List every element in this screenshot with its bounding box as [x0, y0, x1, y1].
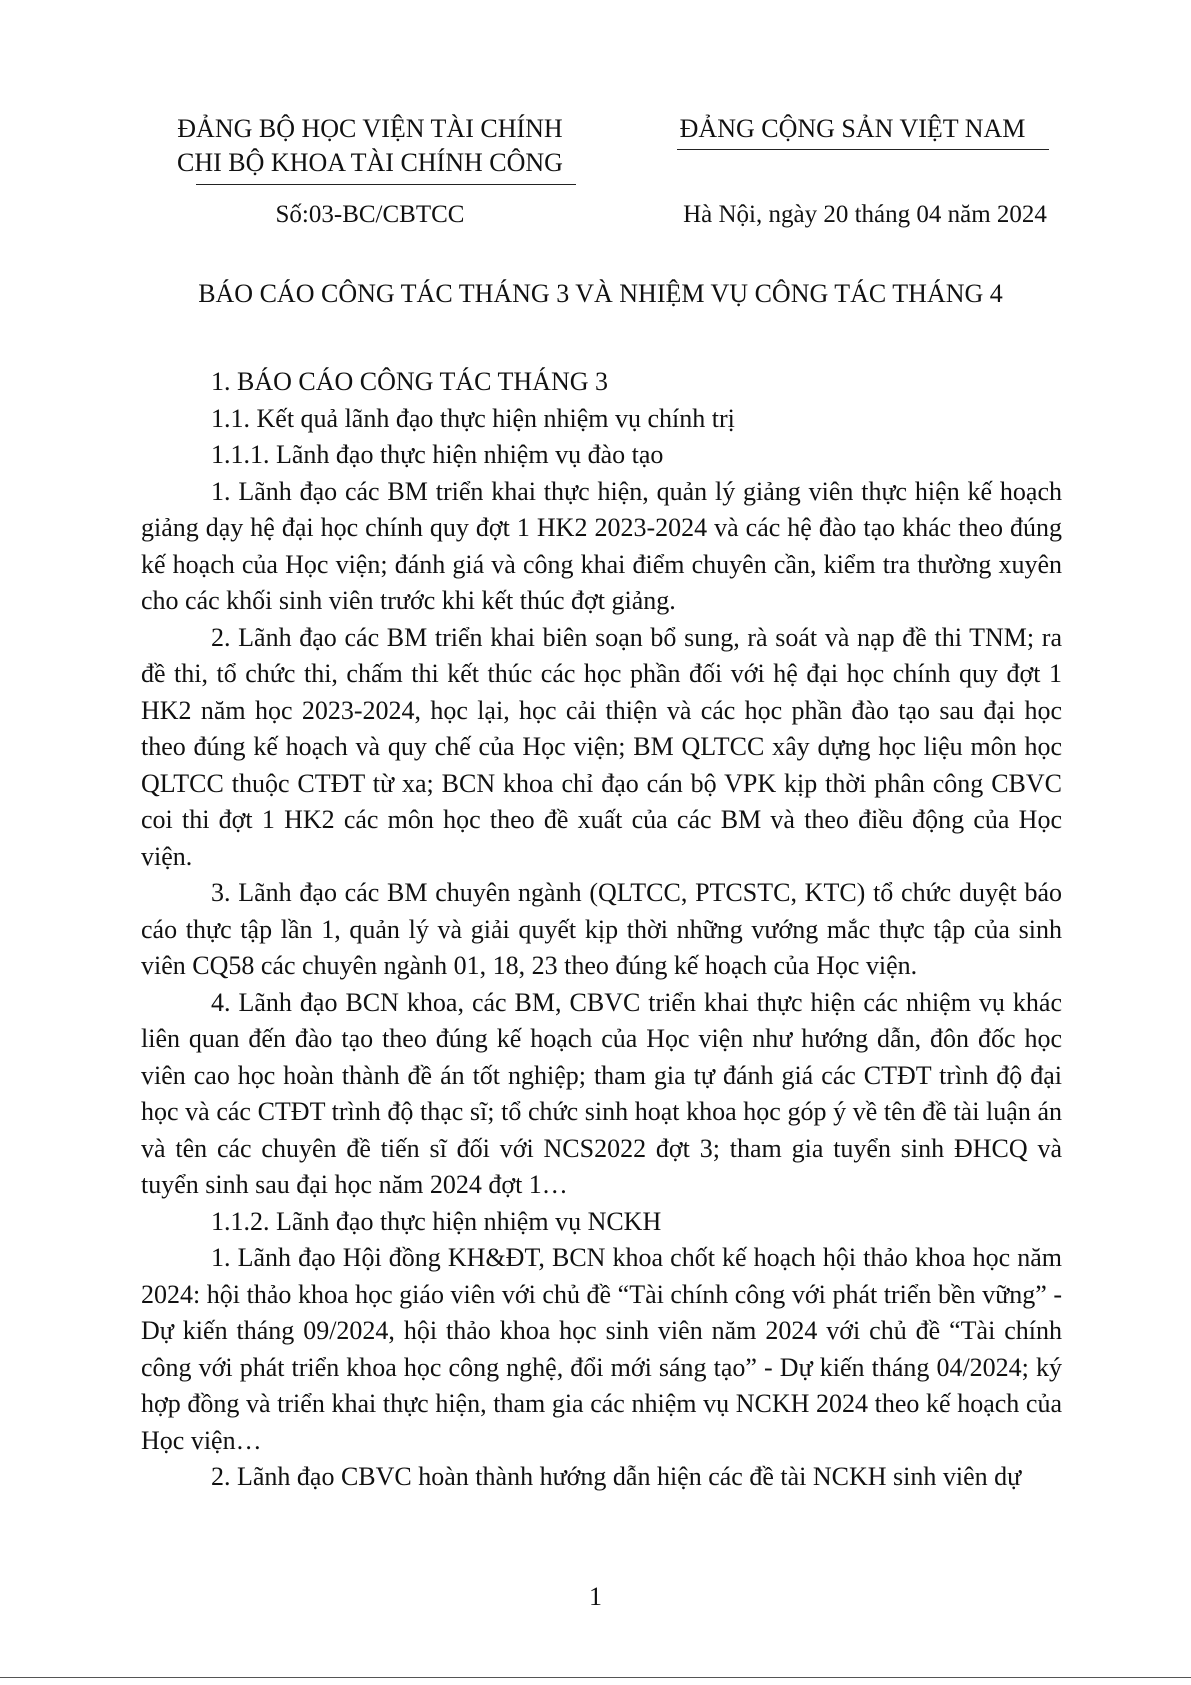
- party-name: ĐẢNG CỘNG SẢN VIỆT NAM: [679, 114, 1026, 143]
- training-paragraph-1: 1. Lãnh đạo các BM triển khai thực hiện, quản lý giảng viên thực hiện kế hoạch giảng dạy hệ đại học chính quy đợt 1 HK2 2023-2024 và các hệ đào tạo khác theo đúng kế hoạch của Học viện; đánh giá và công khai điểm chuyên cần, kiểm tra thường xuyên cho các khối sinh viên trước khi kết thúc đợt giảng.: [141, 476, 1062, 615]
- section-heading-1-1-2: 1.1.2. Lãnh đạo thực hiện nhiệm vụ NCKH: [211, 1206, 662, 1236]
- document-body: [141, 364, 1062, 1496]
- header-right-underline: [677, 149, 1049, 150]
- page-number: 1: [589, 1582, 602, 1611]
- research-paragraph-1: 1. Lãnh đạo Hội đồng KH&ĐT, BCN khoa chốt kế hoạch hội thảo khoa học năm 2024: hội thảo khoa học giáo viên với chủ đề “Tài chính công với phát triển bền vững” - Dự kiến tháng 09/2024, hội thảo khoa học sinh viên năm 2024 với chủ đề “Tài chính công với phát triển khoa học công nghệ, đổi mới sáng tạo” - Dự kiến tháng 04/2024; ký hợp đồng và triển khai thực hiện, tham gia các nhiệm vụ NCKH 2024 theo kế hoạch của Học viện…: [141, 1243, 1062, 1455]
- party-committee-header: [160, 112, 580, 180]
- training-paragraph-2: 2. Lãnh đạo các BM triển khai biên soạn bổ sung, rà soát và nạp đề thi TNM; ra đề thi, tổ chức thi, chấm thi kết thúc các học phần đối với hệ đại học chính quy đợt 1 HK2 năm học 2023-2024, học lại, học cải thiện và các học phần đào tạo sau đại học theo đúng kế hoạch và quy chế của Học viện; BM QLTCC xây dựng học liệu môn học QLTCC thuộc CTĐT từ xa; BCN khoa chỉ đạo cán bộ VPK kịp thời phân công CBVC coi thi đợt 1 HK2 các môn học theo đề xuất của các BM và theo điều động của Học viện.: [141, 622, 1062, 871]
- place-and-date: Hà Nội, ngày 20 tháng 04 năm 2024: [683, 201, 1047, 228]
- training-paragraph-4: 4. Lãnh đạo BCN khoa, các BM, CBVC triển khai thực hiện các nhiệm vụ khác liên quan đến đào tạo theo đúng kế hoạch của Học viện như hướng dẫn, đôn đốc học viên cao học hoàn thành đề án tốt nghiệp; tham gia tự đánh giá các CTĐT trình độ đại học và các CTĐT trình độ thạc sĩ; tổ chức sinh hoạt khoa học góp ý về tên đề tài luận án và tên các chuyên đề tiến sĩ đối với NCS2022 đợt 3; tham gia tuyển sinh ĐHCQ và tuyển sinh sau đại học năm 2024 đợt 1…: [141, 987, 1062, 1199]
- training-paragraph-3: 3. Lãnh đạo các BM chuyên ngành (QLTCC, PTCSTC, KTC) tổ chức duyệt báo cáo thực tập lần 1, quản lý và giải quyết kịp thời những vướng mắc thực tập của sinh viên CQ58 các chuyên ngành 01, 18, 23 theo đúng kế hoạch của Học viện.: [141, 878, 1062, 980]
- page-bottom-edge: [0, 1677, 1191, 1678]
- party-committee-name: ĐẢNG BỘ HỌC VIỆN TÀI CHÍNH: [177, 114, 563, 143]
- header-left-underline: [196, 184, 576, 185]
- section-heading-1: 1. BÁO CÁO CÔNG TÁC THÁNG 3: [211, 367, 609, 396]
- section-heading-1-1: 1.1. Kết quả lãnh đạo thực hiện nhiệm vụ chính trị: [211, 403, 735, 433]
- document-number: Số:03-BC/CBTCC: [275, 201, 465, 228]
- section-heading-1-1-1: 1.1.1. Lãnh đạo thực hiện nhiệm vụ đào tạo: [211, 440, 664, 469]
- document-title: BÁO CÁO CÔNG TÁC THÁNG 3 VÀ NHIỆM VỤ CÔNG TÁC THÁNG 4: [198, 279, 1003, 308]
- party-cell-name: CHI BỘ KHOA TÀI CHÍNH CÔNG: [177, 148, 563, 177]
- national-party-header: [655, 112, 1050, 146]
- research-paragraph-2: 2. Lãnh đạo CBVC hoàn thành hướng dẫn hiện các đề tài NCKH sinh viên dự: [211, 1462, 1022, 1491]
